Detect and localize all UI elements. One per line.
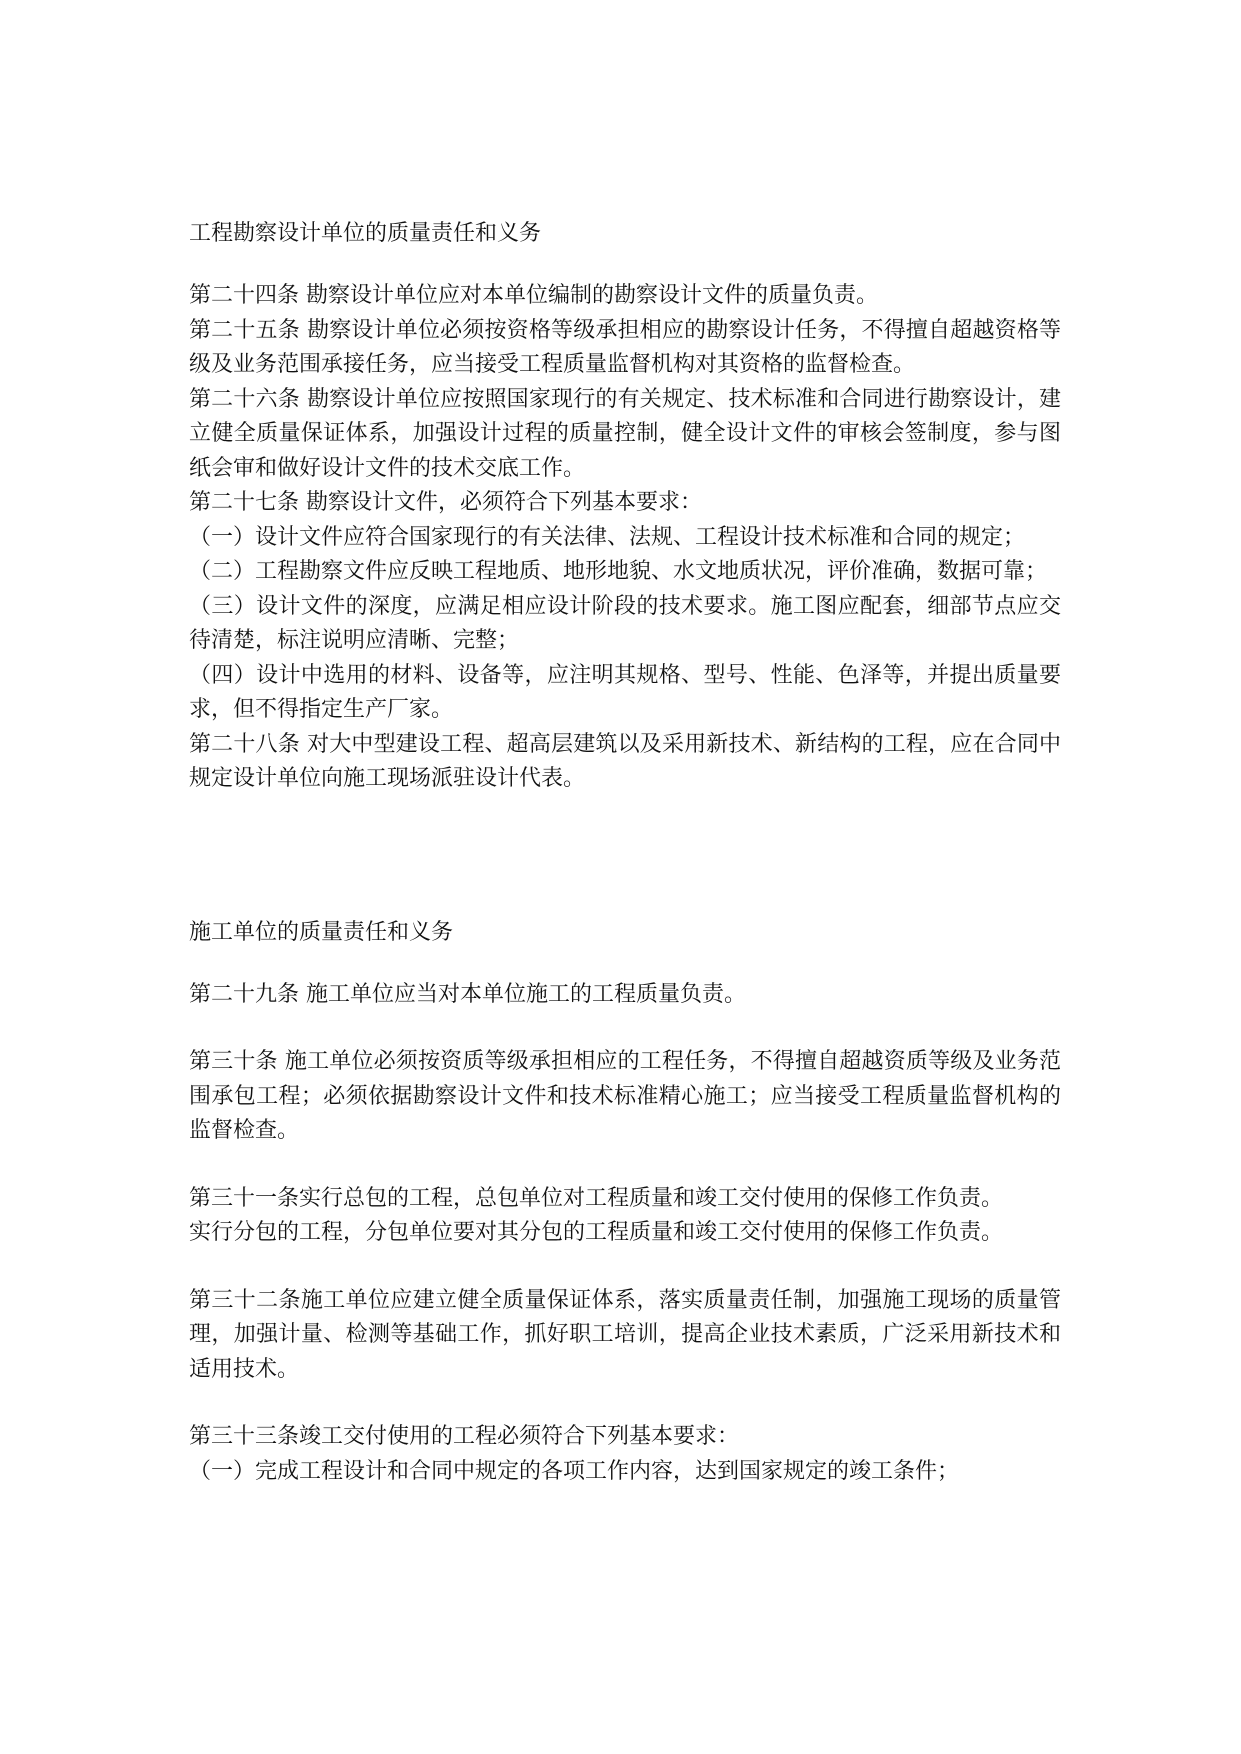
article-32: 第三十二条施工单位应建立健全质量保证体系，落实质量责任制，加强施工现场的质量管理，加强计量、检测等基础工作，抓好职工培训，提高企业技术素质，广泛采用新技术和适用技术。 <box>189 1287 1061 1382</box>
article-27-item-4: （四）设计中选用的材料、设备等，应注明其规格、型号、性能、色泽等，并提出质量要求，但不得指定生产厂家。 <box>189 662 1061 722</box>
spacer <box>189 1012 1061 1045</box>
spacer <box>189 1251 1061 1284</box>
article-31-general: 第三十一条实行总包的工程，总包单位对工程质量和竣工交付使用的保修工作负责。 <box>189 1185 1004 1211</box>
article-25: 第二十五条 勘察设计单位必须按资格等级承担相应的勘察设计任务，不得擅自超越资格等级及业务范围承接任务，应当接受工程质量监督机构对其资格的监督检查。 <box>189 317 1061 377</box>
article-33-item-1: （一）完成工程设计和合同中规定的各项工作内容，达到国家规定的竣工条件； <box>189 1458 960 1484</box>
spacer <box>189 1149 1061 1182</box>
article-27-item-3: （三）设计文件的深度，应满足相应设计阶段的技术要求。施工图应配套，细部节点应交待清楚，标注说明应清晰、完整； <box>189 593 1061 653</box>
spacer <box>189 797 1061 915</box>
section-title-construction: 施工单位的质量责任和义务 <box>189 919 454 945</box>
article-24: 第二十四条 勘察设计单位应对本单位编制的勘察设计文件的质量负责。 <box>189 283 878 308</box>
article-31-sub: 实行分包的工程，分包单位要对其分包的工程质量和竣工交付使用的保修工作负责。 <box>189 1220 1004 1245</box>
article-33: 第三十三条竣工交付使用的工程必须符合下列基本要求： <box>189 1424 740 1449</box>
spacer <box>189 252 1061 279</box>
section-title-survey-design: 工程勘察设计单位的质量责任和义务 <box>189 221 542 246</box>
article-27-item-1: （一）设计文件应符合国家现行的有关法律、法规、工程设计技术标准和合同的规定； <box>189 524 1026 550</box>
document-page <box>189 0 1061 1489</box>
article-29: 第二十九条 施工单位应当对本单位施工的工程质量负责。 <box>189 981 746 1007</box>
article-26: 第二十六条 勘察设计单位应按照国家现行的有关规定、技术标准和合同进行勘察设计，建立健全质量保证体系，加强设计过程的质量控制，健全设计文件的审核会签制度，参与图纸会审和做好设计文件的技术交底工作。 <box>189 386 1061 481</box>
article-27-item-2: （二）工程勘察文件应反映工程地质、地形地貌、水文地质状况，评价准确，数据可靠； <box>189 559 1048 584</box>
article-28: 第二十八条 对大中型建设工程、超高层建筑以及采用新技术、新结构的工程，应在合同中规定设计单位向施工现场派驻设计代表。 <box>189 731 1061 791</box>
article-27: 第二十七条 勘察设计文件，必须符合下列基本要求： <box>189 490 702 515</box>
article-30: 第三十条 施工单位必须按资质等级承担相应的工程任务，不得擅自超越资质等级及业务范围承包工程；必须依据勘察设计文件和技术标准精心施工；应当接受工程质量监督机构的监督检查。 <box>189 1049 1061 1143</box>
spacer <box>189 1387 1061 1420</box>
spacer <box>189 951 1061 978</box>
